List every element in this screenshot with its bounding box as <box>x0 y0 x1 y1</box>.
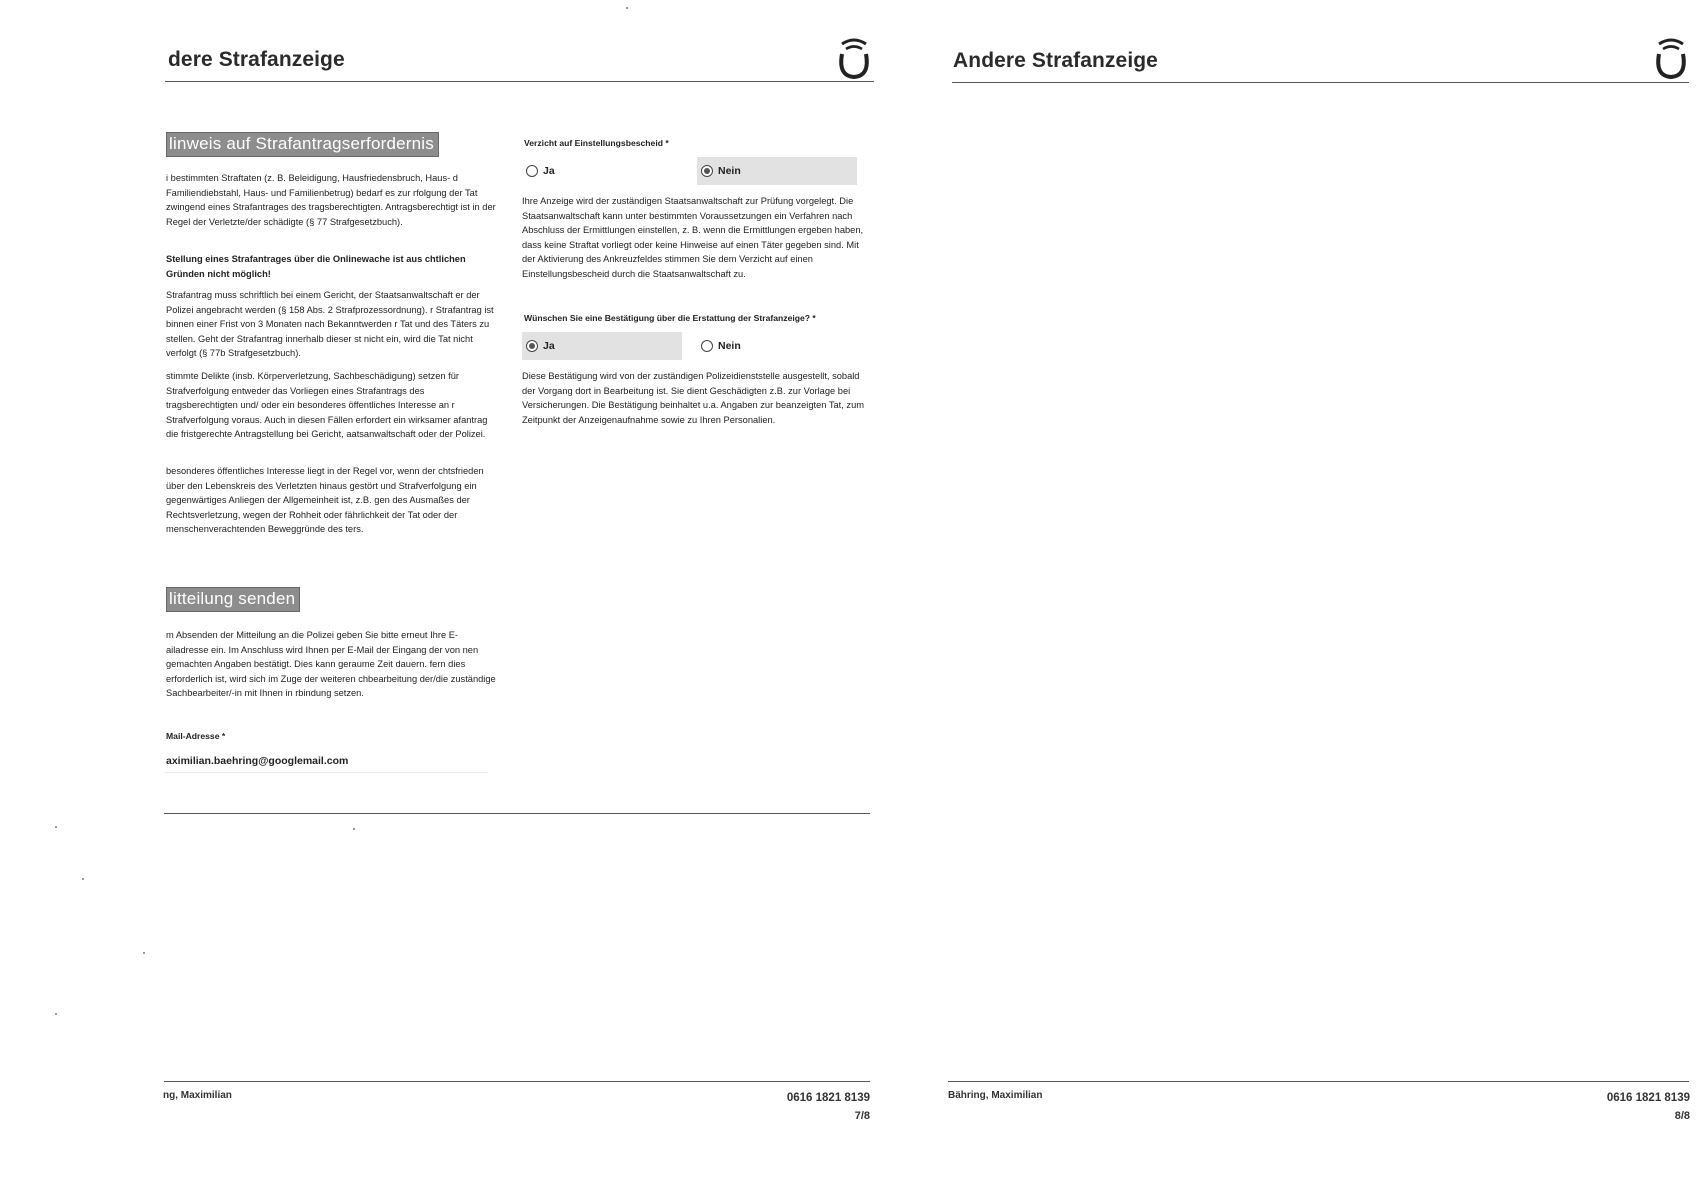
footer-page-number: 8/8 <box>1674 1110 1690 1122</box>
footer-name: Bähring, Maximilian <box>948 1090 1043 1101</box>
bestaetigung-description: Diese Bestätigung wird von der zuständigen Polizeidienststelle ausgestellt, sobald der Vorgang dort in Bearbeitung ist. Sie dient Geschädigten z.B. zur Vorlage bei Versicherungen. Die Bestätigung beinhaltet u.a. Angaben zur beanzeigten Tat, zum Zeitpunkt der Anzeigenaufnahme sowie zu Ihren Personalien. <box>522 371 864 425</box>
header-rule <box>952 82 1689 83</box>
police-logo-icon <box>836 36 872 80</box>
radio-checked-icon <box>701 165 713 177</box>
bestaetigung-option-nein-label: Nein <box>718 340 741 352</box>
bestaetigung-option-ja-label: Ja <box>543 340 555 352</box>
verzicht-option-ja[interactable] <box>522 157 682 185</box>
interesse-paragraph: besonderes öffentliches Interesse liegt in der Regel vor, wenn der chtsfrieden über den Lebenskreis des Verletzten hinaus gestört und Strafverfolgung ein gegenwärtiges Anliegen der Allgemeinheit ist, z.B. gen des Ausmaßes der Rechtsverletzung, wegen der Rohheit oder fährlichkeit der Tat oder der menschenverachtenden Beweggründe des ters. <box>166 466 484 535</box>
bestaetigung-option-nein[interactable] <box>697 332 857 360</box>
verzicht-description: Ihre Anzeige wird der zuständigen Staatsanwaltschaft zur Prüfung vorgelegt. Die Staatsanwaltschaft kann unter bestimmten Voraussetzungen ein Verfahren nach Abschluss der Ermittlungen einstellen, z. B. wenn die Ermittlungen ergeben haben, dass keine Straftat vorliegt oder keine Hinweise auf einen Täter gegeben sind. Mit der Aktivierung des Ankreuzfeldes stimmen Sie dem Verzicht auf einen Einstellungsbescheid durch die Staatsanwaltschaft zu. <box>522 196 864 279</box>
footer-case-number: 0616 1821 8139 <box>1606 1092 1690 1104</box>
radio-unchecked-icon <box>526 165 538 177</box>
bestaetigung-label: Wünschen Sie eine Bestätigung über die Erstattung der Strafanzeige? * <box>524 313 816 323</box>
header-rule <box>165 81 874 82</box>
page-title: Andere Strafanzeige <box>953 49 1158 72</box>
mitteilung-paragraph: m Absenden der Mitteilung an die Polizei geben Sie bitte erneut Ihre E- ailadresse ein. Im Anschluss wird Ihnen per E-Mail der Eingang der von nen gemachten Angaben bestätigt. Dies kann geraume Zeit dauern. fern dies erforderlich ist, wird sich im Zuge der weiteren chbearbeitung der/die zuständige Sachbearbeiter/-in mit Ihnen in rbindung setzen. <box>166 630 496 699</box>
footer-name: ng, Maximilian <box>163 1090 232 1101</box>
scan-speck <box>626 7 628 9</box>
footer-page-number: 7/8 <box>854 1110 870 1122</box>
page-title: dere Strafanzeige <box>168 48 345 71</box>
content-end-rule <box>164 813 870 814</box>
verzicht-option-ja-label: Ja <box>543 165 555 177</box>
radio-checked-icon <box>526 340 538 352</box>
footer-case-number: 0616 1821 8139 <box>786 1092 870 1104</box>
email-field[interactable]: aximilian.baehring@googlemail.com <box>164 750 488 773</box>
verzicht-option-nein[interactable] <box>697 157 857 185</box>
police-logo-icon <box>1653 36 1689 80</box>
email-label: Mail-Adresse * <box>166 731 226 741</box>
verzicht-label: Verzicht auf Einstellungsbescheid * <box>524 138 669 148</box>
radio-unchecked-icon <box>701 340 713 352</box>
scan-speck <box>353 828 355 830</box>
footer-rule <box>948 1081 1689 1082</box>
document-page-right <box>900 0 1696 1199</box>
bestaetigung-option-ja[interactable] <box>522 332 682 360</box>
scan-speck <box>55 826 57 828</box>
scan-speck <box>82 878 84 880</box>
scan-speck <box>55 1013 57 1015</box>
verzicht-option-nein-label: Nein <box>718 165 741 177</box>
footer-rule <box>164 1081 870 1082</box>
strafantrag-frist-paragraph: Strafantrag muss schriftlich bei einem Gericht, der Staatsanwaltschaft er der Polizei angebracht werden (§ 158 Abs. 2 Strafprozessordnung). r Strafantrag ist binnen einer Frist von 3 Monaten nach Bekanntwerden r Tat und des Täters zu stellen. Geht der Strafantrag innerhalb dieser st nicht ein, wird die Tat nicht verfolgt (§ 77b Strafgesetzbuch). <box>166 290 494 359</box>
scan-speck <box>143 952 145 954</box>
section-heading-mitteilung: litteilung senden <box>166 587 300 612</box>
onlinewache-notice: Stellung eines Strafantrages über die Onlinewache ist aus chtlichen Gründen nicht möglich! <box>166 254 466 279</box>
delikte-paragraph: stimmte Delikte (insb. Körperverletzung, Sachbeschädigung) setzen für Strafverfolgung entweder das Vorliegen eines Strafantrags des tragsberechtigten und/ oder ein besonderes öffentliches Interesse an r Strafverfolgung voraus. Auch in diesen Fällen erfordert ein wirksamer afantrag die fristgerechte Antragstellung bei Gericht, aatsanwaltschaft oder der Polizei. <box>166 371 488 440</box>
strafantrag-paragraph: i bestimmten Straftaten (z. B. Beleidigung, Hausfriedensbruch, Haus- d Familiendiebstahl, Haus- und Familienbetrug) bedarf es zur rfolgung der Tat zwingend eines Strafantrages des tragsberechtigten. Antragsberechtigt ist in der Regel der Verletzte/der schädigte (§ 77 Strafgesetzbuch). <box>166 173 496 227</box>
section-heading-strafantrag: linweis auf Strafantragserfordernis <box>166 132 439 157</box>
